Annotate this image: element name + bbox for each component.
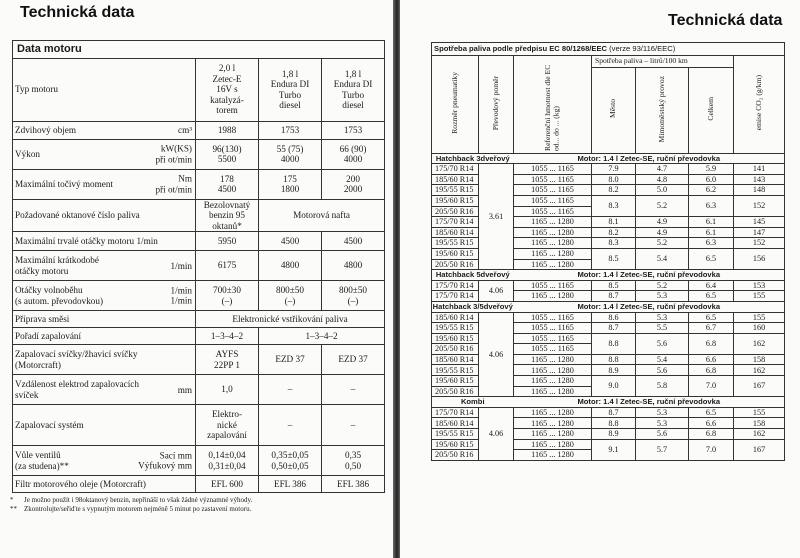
footnote xyxy=(10,505,390,514)
spec-value: EFL 386 xyxy=(259,476,322,493)
spec-value: 1–3–4–2 xyxy=(259,328,385,345)
spec-label-text: Maximální trvalé otáčky motoru 1/min xyxy=(15,235,158,246)
city-value: 8.7 xyxy=(592,323,636,334)
spec-label xyxy=(13,121,196,139)
spec-value: – xyxy=(259,375,322,405)
extra-value: 4.9 xyxy=(636,217,689,228)
spec-value: 800±50 (–) xyxy=(322,281,385,311)
co2-value: 148 xyxy=(734,185,785,196)
city-value: 9.0 xyxy=(592,376,636,397)
tire-size: 195/55 R15 xyxy=(432,323,479,334)
reference-weight: 1165 ... 1280 xyxy=(514,439,592,450)
total-value: 6.6 xyxy=(689,418,734,429)
fuel-table-title-suffix: (verze 93/116/EEC) xyxy=(607,44,676,54)
co2-value: 147 xyxy=(734,227,785,238)
reference-weight: 1165 ... 1280 xyxy=(514,386,592,397)
co2-header xyxy=(734,55,785,153)
total-value: 6.0 xyxy=(689,174,734,185)
spec-label xyxy=(13,375,196,405)
reference-weight: 1165 ... 1280 xyxy=(514,365,592,376)
tire-size: 175/70 R14 xyxy=(432,217,479,228)
city-header-text: Město xyxy=(608,99,618,119)
tire-header-text: Rozměr pneumatiky xyxy=(449,71,459,134)
spec-label-text: Vůle ventilů (za studena)** xyxy=(15,450,69,471)
spec-value: 4800 xyxy=(259,251,322,281)
city-value: 8.1 xyxy=(592,217,636,228)
spec-value: 200 2000 xyxy=(322,169,385,199)
section-engine: Motor: 1.4 l Zetec-SE, ruční převodovka xyxy=(514,397,785,408)
spec-value: 178 4500 xyxy=(196,169,259,199)
spec-label-text: Výkon xyxy=(15,148,41,159)
reference-weight: 1055 ... 1165 xyxy=(514,174,592,185)
reference-weight: 1055 ... 1165 xyxy=(514,323,592,334)
extra-value: 4.8 xyxy=(636,174,689,185)
reference-weight: 1165 ... 1280 xyxy=(514,354,592,365)
spec-value: 0,14±0,04 0,31±0,04 xyxy=(196,446,259,476)
section-engine: Motor: 1.4 l Zetec-SE, ruční převodovka xyxy=(514,270,785,281)
gear-ratio-value: 4.06 xyxy=(488,429,504,439)
weight-header-text: Referenční hmotnost dle EC od... do ... (kg) xyxy=(543,65,561,152)
co2-value: 158 xyxy=(734,354,785,365)
city-header xyxy=(592,67,636,153)
extra-value: 5.2 xyxy=(636,238,689,249)
co2-value: 158 xyxy=(734,418,785,429)
section-engine: Motor: 1.4 l Zetec-SE, ruční převodovka xyxy=(514,301,785,312)
reference-weight: 1055 ... 1165 xyxy=(514,333,592,344)
gear-ratio-value: 4.06 xyxy=(488,349,504,359)
extra-value: 4.7 xyxy=(636,164,689,175)
co2-value: 152 xyxy=(734,238,785,249)
reference-weight: 1165 ... 1280 xyxy=(514,429,592,440)
tire-size: 175/70 R14 xyxy=(432,407,479,418)
spec-label-text: Pořadí zapalování xyxy=(15,330,82,341)
city-value: 8.6 xyxy=(592,312,636,323)
spec-unit: cm³ xyxy=(178,124,192,135)
tire-size: 205/50 R16 xyxy=(432,259,479,270)
spec-value: 1–3–4–2 xyxy=(196,328,259,345)
footnote xyxy=(10,496,390,505)
reference-weight: 1055 ... 1165 xyxy=(514,164,592,175)
total-value: 6.1 xyxy=(689,227,734,238)
total-value: 6.1 xyxy=(689,217,734,228)
total-value: 6.2 xyxy=(689,185,734,196)
total-value: 6.5 xyxy=(689,312,734,323)
tire-size: 185/60 R14 xyxy=(432,174,479,185)
footnote-text: Zkontrolujte/seřiďte s vypnutým motorem nejméně 5 minut po zastavení motoru. xyxy=(24,505,252,513)
tire-size: 195/60 R15 xyxy=(432,376,479,387)
tire-size: 205/50 R16 xyxy=(432,386,479,397)
tire-size: 195/60 R15 xyxy=(432,439,479,450)
spec-label-text: Zapalovací systém xyxy=(15,419,84,430)
reference-weight: 1055 ... 1165 xyxy=(514,206,592,217)
total-value: 6.6 xyxy=(689,354,734,365)
extra-value: 5.3 xyxy=(636,418,689,429)
spec-label-text: Příprava směsi xyxy=(15,313,70,324)
spec-label-text: Požadované oktanové číslo paliva xyxy=(15,210,140,220)
co2-value: 155 xyxy=(734,407,785,418)
co2-value: 143 xyxy=(734,174,785,185)
spec-value: 1988 xyxy=(196,121,259,139)
spec-value: Bezolovnatý benzin 95 oktanů* xyxy=(196,199,259,232)
city-value: 8.8 xyxy=(592,333,636,354)
spec-value: 4800 xyxy=(322,251,385,281)
total-value: 6.5 xyxy=(689,407,734,418)
tire-size: 195/60 R15 xyxy=(432,195,479,206)
spec-value: 1,0 xyxy=(196,375,259,405)
extra-value: 5.8 xyxy=(636,376,689,397)
gear-ratio xyxy=(479,312,514,397)
spec-value: 4500 xyxy=(322,232,385,251)
spec-label xyxy=(13,405,196,446)
tire-size: 205/50 R16 xyxy=(432,344,479,355)
tire-size: 195/55 R15 xyxy=(432,429,479,440)
extra-value: 4.9 xyxy=(636,227,689,238)
engine-type-label: Typ motoru xyxy=(13,58,196,121)
section-name: Hatchback 3dveřový xyxy=(432,153,514,164)
spec-label-text: Filtr motorového oleje (Motorcraft) xyxy=(15,478,146,489)
co2-value: 145 xyxy=(734,217,785,228)
extra-value: 5.6 xyxy=(636,333,689,354)
spec-label-text: Zapalovací svíčky/žhavicí svíčky (Motorcraft) xyxy=(15,349,138,370)
tire-size: 195/55 R15 xyxy=(432,238,479,249)
extra-value: 5.2 xyxy=(636,195,689,216)
extra-value: 5.6 xyxy=(636,365,689,376)
spec-value: 4500 xyxy=(259,232,322,251)
engine-type-col-1: 1,8 l Endura DI Turbo diesel xyxy=(259,58,322,121)
reference-weight: 1055 ... 1165 xyxy=(514,344,592,355)
tire-size: 175/70 R14 xyxy=(432,164,479,175)
city-value: 8.7 xyxy=(592,407,636,418)
consumption-header: Spotřeba paliva – litrů/100 km xyxy=(592,55,734,67)
extra-header xyxy=(636,67,689,153)
total-header-text: Celkem xyxy=(705,97,715,121)
spec-value: 700±30 (–) xyxy=(196,281,259,311)
spec-value: – xyxy=(322,375,385,405)
section-title: Data motoru xyxy=(13,41,385,59)
extra-value: 5.4 xyxy=(636,354,689,365)
total-value: 5.9 xyxy=(689,164,734,175)
total-value: 7.0 xyxy=(689,439,734,460)
tire-size: 175/70 R14 xyxy=(432,291,479,302)
section-name: Kombi xyxy=(432,397,514,408)
spec-label xyxy=(13,446,196,476)
reference-weight: 1055 ... 1165 xyxy=(514,195,592,206)
co2-header-text: emise CO₂ (g/km) xyxy=(753,75,763,131)
gear-ratio-value: 4.06 xyxy=(488,286,504,296)
spec-label xyxy=(13,251,196,281)
extra-value: 5.2 xyxy=(636,280,689,291)
spec-label xyxy=(13,311,196,328)
spec-unit: mm xyxy=(177,384,192,395)
extra-value: 5.4 xyxy=(636,248,689,269)
reference-weight: 1055 ... 1165 xyxy=(514,280,592,291)
co2-value: 155 xyxy=(734,291,785,302)
co2-value: 167 xyxy=(734,376,785,397)
tire-size: 195/60 R15 xyxy=(432,248,479,259)
tire-size: 185/60 R14 xyxy=(432,418,479,429)
reference-weight: 1165 ... 1280 xyxy=(514,407,592,418)
co2-value: 152 xyxy=(734,195,785,216)
fuel-consumption-table xyxy=(431,42,785,461)
reference-weight: 1055 ... 1165 xyxy=(514,312,592,323)
spec-value: – xyxy=(322,405,385,446)
spec-unit: 1/min xyxy=(170,260,192,271)
extra-value: 5.7 xyxy=(636,439,689,460)
spec-label xyxy=(13,476,196,493)
city-value: 8.7 xyxy=(592,291,636,302)
city-value: 8.2 xyxy=(592,227,636,238)
spec-label-text: Vzdálenost elektrod zapalovacích svíček xyxy=(15,379,139,400)
tire-size: 195/55 R15 xyxy=(432,365,479,376)
spec-value: 0,35±0,05 0,50±0,05 xyxy=(259,446,322,476)
reference-weight: 1165 ... 1280 xyxy=(514,450,592,461)
spec-value: 6175 xyxy=(196,251,259,281)
spec-unit: Nm při ot/min xyxy=(155,173,192,194)
spec-value: EFL 600 xyxy=(196,476,259,493)
ratio-header xyxy=(479,55,514,153)
spec-unit: Sací mm Výfukový mm xyxy=(138,450,192,471)
total-value: 6.3 xyxy=(689,195,734,216)
city-value: 8.5 xyxy=(592,280,636,291)
spec-label-text: Zdvihový objem xyxy=(15,124,76,135)
total-value: 6.7 xyxy=(689,323,734,334)
spec-label-text: Maximální krátkodobé otáčky motoru xyxy=(15,255,99,276)
reference-weight: 1165 ... 1280 xyxy=(514,259,592,270)
fuel-table-title-main: Spotřeba paliva podle předpisu EC 80/1268/EEC xyxy=(434,44,608,54)
spec-label xyxy=(13,169,196,199)
gear-ratio-value: 3.61 xyxy=(488,211,504,221)
city-value: 7.9 xyxy=(592,164,636,175)
tire-size: 195/55 R15 xyxy=(432,185,479,196)
section-name: Hatchback 3/5dveřový xyxy=(432,302,513,311)
spec-label xyxy=(13,232,196,251)
tire-size: 195/60 R15 xyxy=(432,333,479,344)
total-value: 6.5 xyxy=(689,291,734,302)
footnote-text: Je možno použít i 98oktanový benzin, nepřináší to však žádné významné výhody. xyxy=(24,496,253,504)
city-value: 8.3 xyxy=(592,238,636,249)
city-value: 8.5 xyxy=(592,248,636,269)
reference-weight: 1165 ... 1280 xyxy=(514,418,592,429)
spec-value: 66 (90) 4000 xyxy=(322,139,385,169)
engine-type-col-2: 1,8 l Endura DI Turbo diesel xyxy=(322,58,385,121)
reference-weight: 1165 ... 1280 xyxy=(514,291,592,302)
engine-type-col-0: 2,0 l Zetec-E 16V s katalyzá- torem xyxy=(196,58,259,121)
reference-weight: 1165 ... 1280 xyxy=(514,227,592,238)
spec-value: EFL 386 xyxy=(322,476,385,493)
co2-value: 141 xyxy=(734,164,785,175)
spec-value: AYFS 22PP 1 xyxy=(196,345,259,375)
gear-ratio xyxy=(479,280,514,301)
co2-value: 160 xyxy=(734,323,785,334)
fuel-table-title xyxy=(432,43,785,56)
co2-value: 156 xyxy=(734,248,785,269)
tire-header xyxy=(432,55,479,153)
city-value: 8.2 xyxy=(592,185,636,196)
extra-value: 5.3 xyxy=(636,407,689,418)
weight-header xyxy=(514,55,592,153)
spec-value: 55 (75) 4000 xyxy=(259,139,322,169)
engine-data-table xyxy=(12,40,385,493)
spec-value: Motorová nafta xyxy=(259,199,385,232)
spec-value: 1753 xyxy=(259,121,322,139)
section-engine: Motor: 1.4 l Zetec-SE, ruční převodovka xyxy=(514,153,785,164)
city-value: 8.9 xyxy=(592,429,636,440)
co2-value: 162 xyxy=(734,429,785,440)
city-value: 8.9 xyxy=(592,365,636,376)
spec-value: EZD 37 xyxy=(322,345,385,375)
reference-weight: 1165 ... 1280 xyxy=(514,238,592,249)
spec-value: 0,35 0,50 xyxy=(322,446,385,476)
gear-ratio xyxy=(479,164,514,270)
tire-size: 185/60 R14 xyxy=(432,227,479,238)
city-value: 8.3 xyxy=(592,195,636,216)
city-value: 8.8 xyxy=(592,354,636,365)
footnote-mark: * xyxy=(10,496,14,504)
total-value: 7.0 xyxy=(689,376,734,397)
spec-label xyxy=(13,139,196,169)
spec-label xyxy=(13,328,196,345)
spec-unit: 1/min 1/min xyxy=(170,285,192,306)
spec-label-text: Maximální točivý moment xyxy=(15,178,113,189)
tire-size: 185/60 R14 xyxy=(432,312,479,323)
extra-header-text: Mimoměstský provoz xyxy=(656,75,666,143)
spec-value: 800±50 (–) xyxy=(259,281,322,311)
spec-label xyxy=(13,199,196,232)
ratio-header-text: Převodový poměr xyxy=(490,75,500,130)
total-header xyxy=(689,67,734,153)
tire-size: 205/50 R16 xyxy=(432,450,479,461)
reference-weight: 1165 ... 1280 xyxy=(514,248,592,259)
city-value: 8.8 xyxy=(592,418,636,429)
spec-value: 5950 xyxy=(196,232,259,251)
total-value: 6.8 xyxy=(689,365,734,376)
extra-value: 5.3 xyxy=(636,291,689,302)
total-value: 6.3 xyxy=(689,238,734,249)
spec-value: Elektronické vstřikování paliva xyxy=(196,311,385,328)
reference-weight: 1055 ... 1165 xyxy=(514,185,592,196)
co2-value: 162 xyxy=(734,365,785,376)
footnotes xyxy=(10,496,390,514)
spec-value: 175 1800 xyxy=(259,169,322,199)
page-title-right: Technická data xyxy=(668,12,783,29)
total-value: 6.4 xyxy=(689,280,734,291)
extra-value: 5.6 xyxy=(636,429,689,440)
gear-ratio xyxy=(479,407,514,460)
total-value: 6.8 xyxy=(689,333,734,354)
total-value: 6.5 xyxy=(689,248,734,269)
spec-value: EZD 37 xyxy=(259,345,322,375)
reference-weight: 1165 ... 1280 xyxy=(514,217,592,228)
spec-label xyxy=(13,345,196,375)
spec-value: 1753 xyxy=(322,121,385,139)
footnote-mark: ** xyxy=(10,505,17,513)
reference-weight: 1165 ... 1280 xyxy=(514,376,592,387)
spec-label xyxy=(13,281,196,311)
extra-value: 5.5 xyxy=(636,323,689,334)
tire-size: 175/70 R14 xyxy=(432,280,479,291)
tire-size: 185/60 R14 xyxy=(432,354,479,365)
co2-value: 155 xyxy=(734,312,785,323)
spec-label-text: Otáčky volnoběhu (s autom. převodovkou) xyxy=(15,285,104,306)
extra-value: 5.3 xyxy=(636,312,689,323)
total-value: 6.8 xyxy=(689,429,734,440)
tire-size: 205/50 R16 xyxy=(432,206,479,217)
section-name: Hatchback 5dveřový xyxy=(432,270,514,281)
spec-value: 96(130) 5500 xyxy=(196,139,259,169)
city-value: 9.1 xyxy=(592,439,636,460)
spec-unit: kW(KS) při ot/min xyxy=(155,143,192,164)
spec-value: – xyxy=(259,405,322,446)
spec-value: Elektro- nické zapalování xyxy=(196,405,259,446)
co2-value: 153 xyxy=(734,280,785,291)
city-value: 8.0 xyxy=(592,174,636,185)
extra-value: 5.0 xyxy=(636,185,689,196)
co2-value: 167 xyxy=(734,439,785,460)
page-title-left: Technická data xyxy=(20,4,135,21)
co2-value: 162 xyxy=(734,333,785,354)
